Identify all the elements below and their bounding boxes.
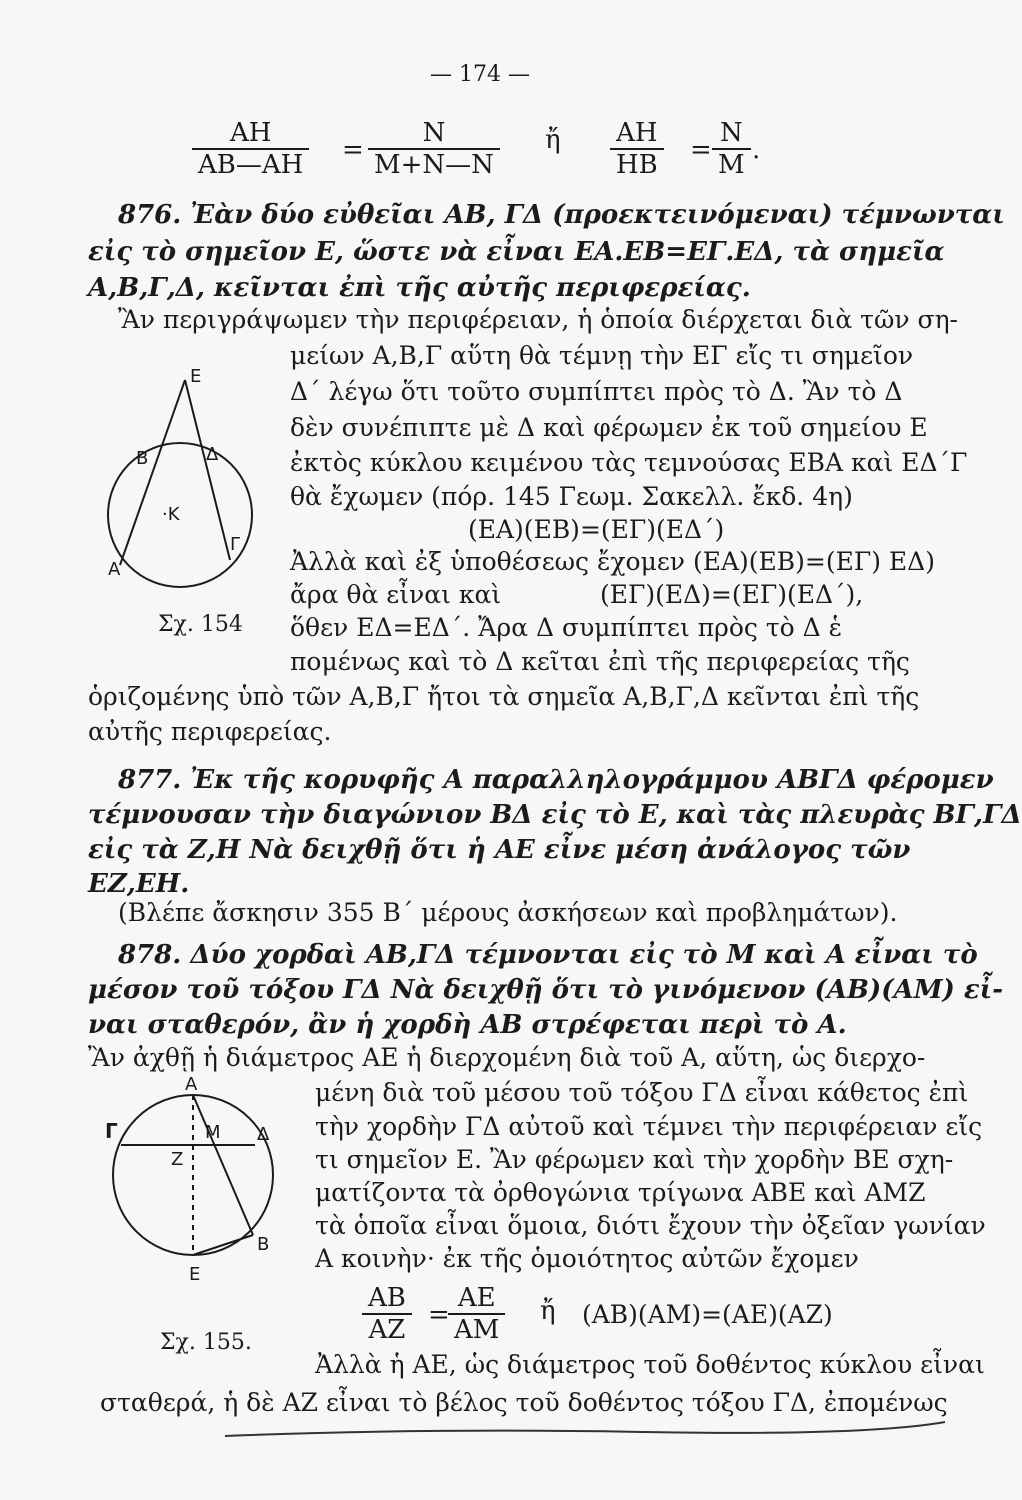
frac-denominator: ΑΜ [454, 1315, 500, 1345]
p878-line-1: 878. Δύο χορδαὶ ΑΒ,ΓΔ τέμνονται εἰς τὸ Μ καὶ Α εἶναι τὸ [118, 940, 978, 970]
p878-line-8: ματίζοντα τὰ ὀρθογώνια τρίγωνα ΑΒΕ καὶ ΑΜΖ [315, 1178, 926, 1207]
page-number: — 174 — [430, 62, 530, 87]
p876-line-9: θὰ ἔχωμεν (πόρ. 145 Γεωμ. Σακελλ. ἔκδ. 4η) [290, 482, 853, 511]
p876-line-13: ὅθεν ΕΔ=ΕΔ΄. Ἄρα Δ συμπίπτει πρὸς τὸ Δ ἑ [290, 613, 843, 642]
fig154-label-d: Δ [206, 444, 219, 465]
frac-denominator: ΑΒ—ΑΗ [198, 150, 304, 180]
p878-line-7: τι σημεῖον Ε. Ἂν φέρωμεν καὶ τὴν χορδὴν ΒΕ σχη- [315, 1145, 954, 1174]
fig155-label-g: Γ [105, 1119, 118, 1143]
p878-line-9: τὰ ὁποῖα εἶναι ὅμοια, διότι ἔχουν τὴν ὀξεῖαν γωνίαν [315, 1211, 986, 1240]
fig155-label-e: E [189, 1264, 201, 1285]
p877-line-1: 877. Ἐκ τῆς κορυφῆς Α παραλληλογράμμου ΑΒΓΔ φέρομεν [118, 765, 994, 795]
equals-sign: = [428, 1300, 450, 1330]
figure-154 [90, 366, 290, 630]
p877-line-4: ΕΖ,ΕΗ. [88, 869, 190, 899]
period: . [752, 135, 761, 165]
top-formula-frac-4 [712, 118, 751, 180]
top-formula-frac-3 [610, 118, 664, 180]
equals-sign: = [342, 135, 364, 165]
p876-line-16: αὐτῆς περιφερείας. [88, 717, 332, 746]
frac-denominator: Μ [718, 150, 745, 180]
p876-line-3: Α,Β,Γ,Δ, κεῖνται ἐπὶ τῆς αὐτῆς περιφερείας. [88, 273, 751, 303]
p878-line-4: Ἂν ἀχθῇ ἡ διάμετρος ΑΕ ἡ διερχομένη διὰ τοῦ Α, αὕτη, ὡς διερχο- [88, 1043, 926, 1072]
frac-numerator: ΑΒ [362, 1283, 412, 1315]
p878-line-3: ναι σταθερόν, ἂν ἡ χορδὴ ΑΒ στρέφεται περὶ τὸ Α. [88, 1010, 847, 1040]
p876-line-8: ἐκτὸς κύκλου κειμένου τὰς τεμνούσας ΕΒΑ καὶ ΕΔ΄Γ [290, 448, 968, 477]
fig154-label-e: E [190, 366, 202, 387]
p876-line-1: 876. Ἐὰν δύο εὐθεῖαι ΑΒ, ΓΔ (προεκτεινόμεναι) τέμνωνται [118, 200, 1005, 230]
fig155-label-a: A [185, 1074, 198, 1095]
p878-line-12: σταθερά, ἡ δὲ ΑΖ εἶναι τὸ βέλος τοῦ δοθέντος τόξου ΓΔ, ἐπομένως [100, 1388, 948, 1417]
p877-line-2: τέμνουσαν τὴν διαγώνιον ΒΔ εἰς τὸ Ε, καὶ τὰς πλευρὰς ΒΓ,ΓΔ [88, 800, 1022, 830]
fig155-label-m: M [205, 1122, 221, 1143]
p876-line-6: Δ΄ λέγω ὅτι τοῦτο συμπίπτει πρὸς τὸ Δ. Ἂν τὸ Δ [290, 377, 903, 406]
fig155-label-b: B [257, 1234, 270, 1255]
p876-line-5: μείων Α,Β,Γ αὕτη θὰ τέμνῃ τὴν ΕΓ εἴς τι σημεῖον [290, 341, 914, 370]
fig155-chord-be [193, 1235, 253, 1255]
fig154-caption: Σχ. 154 [158, 612, 243, 637]
fig154-secant-ea [120, 380, 185, 565]
fig154-label-a: A [108, 559, 121, 580]
p878-line-2: μέσον τοῦ τόξου ΓΔ Νὰ δειχθῇ ὅτι τὸ γινόμενον (ΑΒ)(ΑΜ) εἶ- [88, 975, 1004, 1005]
frac-numerator: Ν [368, 118, 500, 150]
p876-line-12b: (ΕΓ)(ΕΔ)=(ΕΓ)(ΕΔ΄), [600, 580, 864, 609]
p878-line-10: Α κοινὴν· ἐκ τῆς ὁμοιότητος αὐτῶν ἔχομεν [315, 1244, 859, 1273]
p876-line-14: πομένως καὶ τὸ Δ κεῖται ἐπὶ τῆς περιφερείας τῆς [290, 647, 910, 676]
p876-line-2: εἰς τὸ σημεῖον Ε, ὥστε νὰ εἶναι ΕΑ.ΕΒ=ΕΓ.ΕΔ, τὰ σημεῖα [88, 237, 945, 267]
or-word: ἤ [545, 125, 561, 155]
p878-frac-ab-az [362, 1283, 412, 1345]
p878-line-5: μένη διὰ τοῦ μέσου τοῦ τόξου ΓΔ εἶναι κάθετος ἐπὶ [315, 1078, 969, 1107]
p876-line-15: ὁριζομένης ὑπὸ τῶν Α,Β,Γ ἤτοι τὰ σημεῖα Α,Β,Γ,Δ κεῖνται ἐπὶ τῆς [88, 682, 920, 711]
top-formula-frac-1 [192, 118, 309, 180]
frac-numerator: Ν [712, 118, 751, 150]
p878-line-6: τὴν χορδὴν ΓΔ αὐτοῦ καὶ τέμνει τὴν περιφέρειαν εἴς [315, 1112, 983, 1141]
frac-numerator: ΑΗ [192, 118, 309, 150]
p876-line-11: Ἀλλὰ καὶ ἐξ ὑποθέσεως ἔχομεν (ΕΑ)(ΕΒ)=(ΕΓ) ΕΔ) [290, 547, 935, 576]
fig155-label-z: Z [171, 1149, 184, 1170]
figure-155 [105, 1074, 305, 1310]
p876-line-10: (ΕΑ)(ΕΒ)=(ΕΓ)(ΕΔ΄) [468, 515, 725, 544]
fig154-label-k: ·K [162, 504, 180, 525]
fig154-circle [108, 443, 252, 587]
frac-denominator: Μ+Ν—Ν [374, 150, 494, 180]
p878-product: (ΑΒ)(ΑΜ)=(ΑΕ)(ΑΖ) [582, 1300, 833, 1329]
fig155-chord-ab [193, 1095, 253, 1235]
fig154-label-g: Γ [230, 534, 241, 555]
fig155-caption: Σχ. 155. [160, 1330, 252, 1355]
fig155-label-d: Δ [257, 1124, 270, 1145]
p877-line-5: (Βλέπε ἄσκησιν 355 Β΄ μέρους ἀσκήσεων καὶ προβλημάτων). [118, 898, 898, 927]
p876-line-12a: ἄρα θὰ εἶναι καὶ [290, 580, 502, 609]
p876-line-7: δὲν συνέπιπτε μὲ Δ καὶ φέρωμεν ἐκ τοῦ σημείου Ε [290, 413, 928, 442]
p878-line-11: Ἀλλὰ ἡ ΑΕ, ὡς διάμετρος τοῦ δοθέντος κύκλου εἶναι [315, 1350, 985, 1379]
or-word: ἤ [540, 1296, 556, 1326]
p876-line-4: Ἂν περιγράψωμεν τὴν περιφέρειαν, ἡ ὁποία διέρχεται διὰ τῶν ση- [118, 305, 959, 334]
frac-numerator: ΑΗ [610, 118, 664, 150]
fig154-secant-eg [185, 380, 230, 560]
frac-denominator: ΗΒ [616, 150, 658, 180]
p878-frac-ae-am [448, 1283, 505, 1345]
equals-sign: = [690, 135, 712, 165]
fig154-label-b: B [136, 448, 149, 469]
p877-line-3: εἰς τὰ Ζ,Η Νὰ δειχθῇ ὅτι ἡ ΑΕ εἶνε μέση ἀνάλογος τῶν [88, 835, 911, 865]
top-formula-frac-2 [368, 118, 500, 180]
frac-denominator: ΑΖ [368, 1315, 406, 1345]
frac-numerator: ΑΕ [448, 1283, 505, 1315]
p878-underline [225, 1418, 945, 1448]
